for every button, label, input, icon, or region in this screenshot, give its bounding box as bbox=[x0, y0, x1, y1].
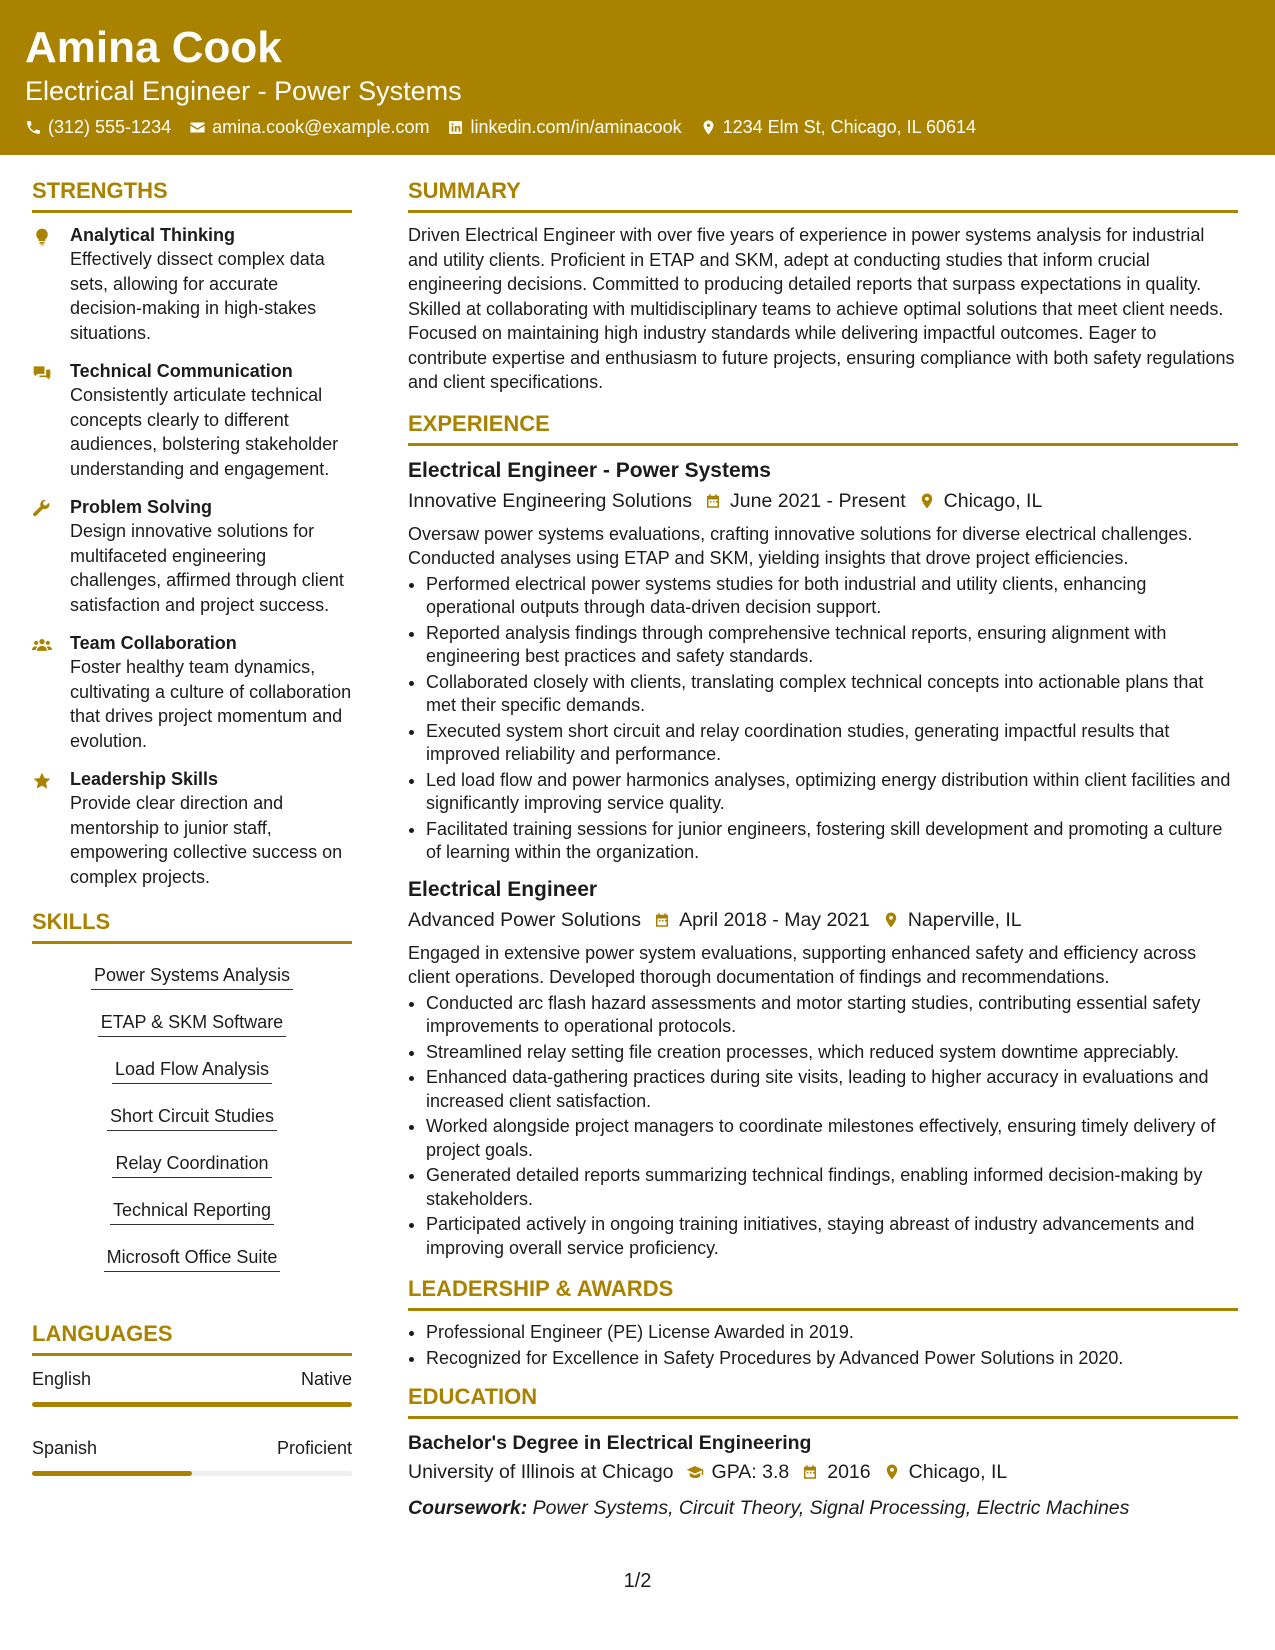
education-degree: Bachelor's Degree in Electrical Engineering bbox=[408, 1432, 812, 1454]
language-name: Spanish bbox=[32, 1438, 98, 1458]
map-pin-icon bbox=[883, 1463, 901, 1481]
strength-title: Team Collaboration bbox=[70, 633, 237, 653]
skill-tag: Short Circuit Studies bbox=[107, 1103, 277, 1131]
calendar-icon bbox=[801, 1463, 819, 1481]
job-bullets bbox=[408, 992, 1238, 1261]
strength-item bbox=[32, 223, 352, 345]
skill-tag: Technical Reporting bbox=[110, 1197, 274, 1225]
envelope-icon bbox=[189, 119, 206, 136]
awards-list bbox=[408, 1321, 1238, 1370]
page-number: 1/2 bbox=[623, 1570, 652, 1592]
language-item bbox=[32, 1435, 352, 1476]
linkedin-icon bbox=[447, 119, 464, 136]
job-company: Innovative Engineering Solutions bbox=[408, 489, 693, 512]
skills-list bbox=[32, 954, 352, 1283]
linkedin-text: linkedin.com/in/aminacook bbox=[470, 117, 682, 137]
language-name: English bbox=[32, 1369, 92, 1389]
job-bullet: • Collaborated closely with clients, translating complex technical concepts into actionable plans that met their specific demands. bbox=[426, 671, 1238, 718]
strength-description: Provide clear direction and mentorship to junior staff, empowering collective success on complex projects. bbox=[70, 793, 343, 887]
education-school: University of Illinois at Chicago bbox=[408, 1461, 674, 1483]
resume-header bbox=[0, 0, 1275, 155]
job-location: Chicago, IL bbox=[943, 489, 1043, 512]
education-year: 2016 bbox=[827, 1461, 871, 1483]
strength-description: Design innovative solutions for multifaceted engineering challenges, affirmed through client satisfaction and project success. bbox=[70, 521, 344, 615]
location-text: 1234 Elm St, Chicago, IL 60614 bbox=[722, 117, 977, 137]
contact-linkedin[interactable] bbox=[447, 114, 681, 140]
phone-text: (312) 555-1234 bbox=[48, 117, 172, 137]
summary-heading: SUMMARY bbox=[408, 176, 1238, 213]
skill-tag: Relay Coordination bbox=[112, 1150, 271, 1178]
coursework-list: Power Systems, Circuit Theory, Signal Processing, Electric Machines bbox=[532, 1497, 1130, 1519]
job-meta bbox=[408, 905, 1238, 935]
language-level: Native bbox=[300, 1369, 352, 1389]
coursework-label: Coursework: bbox=[408, 1497, 528, 1519]
language-proficiency-fill bbox=[32, 1471, 192, 1476]
chat-bubbles-icon bbox=[32, 363, 52, 383]
strength-title: Leadership Skills bbox=[70, 769, 219, 789]
strength-description: Effectively dissect complex data sets, allowing for accurate decision-making in high-stakes situations. bbox=[70, 249, 325, 343]
candidate-title: Electrical Engineer - Power Systems bbox=[25, 76, 462, 106]
strength-title: Analytical Thinking bbox=[70, 225, 236, 245]
strengths-heading: STRENGTHS bbox=[32, 176, 352, 213]
skills-heading: SKILLS bbox=[32, 907, 352, 944]
languages-heading: LANGUAGES bbox=[32, 1319, 352, 1356]
strength-item bbox=[32, 767, 352, 889]
job-bullet: • Generated detailed reports summarizing technical findings, enabling informed decision-making by stakeholders. bbox=[426, 1164, 1238, 1211]
contact-email[interactable] bbox=[189, 114, 429, 140]
job-entry bbox=[408, 456, 1238, 865]
education-gpa: GPA: 3.8 bbox=[711, 1461, 790, 1483]
strength-description: Foster healthy team dynamics, cultivating a culture of collaboration that drives project momentum and evolution. bbox=[70, 657, 352, 751]
job-bullet: • Executed system short circuit and relay coordination studies, generating impactful results that improved reliability and performance. bbox=[426, 720, 1238, 767]
contact-phone[interactable] bbox=[25, 114, 171, 140]
lightbulb-icon bbox=[32, 227, 52, 247]
job-role: Electrical Engineer bbox=[408, 877, 598, 901]
job-bullet: • Participated actively in ongoing training initiatives, staying abreast of industry advancements and improving overall service proficiency. bbox=[426, 1213, 1238, 1260]
strength-title: Problem Solving bbox=[70, 497, 213, 517]
strength-item bbox=[32, 631, 352, 753]
education-meta bbox=[408, 1457, 1238, 1487]
job-entry bbox=[408, 875, 1238, 1261]
job-role: Electrical Engineer - Power Systems bbox=[408, 458, 771, 482]
email-text: amina.cook@example.com bbox=[212, 117, 430, 137]
calendar-icon bbox=[653, 911, 671, 929]
language-proficiency-bar bbox=[32, 1402, 352, 1407]
education-location: Chicago, IL bbox=[908, 1461, 1008, 1483]
job-summary: Engaged in extensive power system evaluations, supporting enhanced safety and efficiency across client operations. Developed thorough documentation of findings and recommendations. bbox=[408, 942, 1197, 987]
users-icon bbox=[32, 635, 52, 655]
skill-tag: Microsoft Office Suite bbox=[104, 1244, 281, 1272]
job-bullet: • Performed electrical power systems studies for both industrial and utility clients, enhancing operational outputs through data-driven decision support. bbox=[426, 573, 1238, 620]
map-pin-icon bbox=[918, 492, 936, 510]
contact-location bbox=[700, 114, 977, 140]
contact-bar bbox=[25, 114, 976, 140]
right-column bbox=[408, 176, 1238, 1523]
star-icon bbox=[32, 771, 52, 791]
job-bullets bbox=[408, 573, 1238, 865]
job-summary: Oversaw power systems evaluations, crafting innovative solutions for diverse electrical challenges. Conducted analyses using ETAP and SKM, yielding insights that drove project efficiencies. bbox=[408, 523, 1193, 568]
map-pin-icon bbox=[882, 911, 900, 929]
job-company: Advanced Power Solutions bbox=[408, 908, 642, 931]
language-item bbox=[32, 1366, 352, 1407]
award-item: • Professional Engineer (PE) License Awarded in 2019. bbox=[426, 1321, 1238, 1345]
job-bullet: • Worked alongside project managers to coordinate milestones effectively, ensuring timely delivery of project goals. bbox=[426, 1115, 1238, 1162]
job-location: Naperville, IL bbox=[907, 908, 1022, 931]
job-bullet: • Streamlined relay setting file creation processes, which reduced system downtime appreciably. bbox=[426, 1041, 1238, 1065]
map-pin-icon bbox=[700, 119, 717, 136]
strength-title: Technical Communication bbox=[70, 361, 293, 381]
strength-item bbox=[32, 359, 352, 481]
job-bullet: • Conducted arc flash hazard assessments and motor starting studies, contributing essential safety improvements to operational protocols. bbox=[426, 992, 1238, 1039]
job-bullet: • Enhanced data-gathering practices during site visits, leading to higher accuracy in evaluations and increased client satisfaction. bbox=[426, 1066, 1238, 1113]
strength-item bbox=[32, 495, 352, 617]
summary-text: Driven Electrical Engineer with over five years of experience in power systems analysis for industrial and utility clients. Proficient in ETAP and SKM, adept at conducting studies that inform crucial engineering decisions. Committed to producing detailed reports that surpass expectations in quality. Skilled at collaborating with multidisciplinary teams to achieve optimal solutions that meet client needs. Focused on maintaining high industry standards while delivering impactful outcomes. Eager to contribute expertise and enthusiasm to future projects, ensuring compliance with both safety regulations and client specifications. bbox=[408, 225, 1235, 392]
experience-heading: EXPERIENCE bbox=[408, 409, 1238, 446]
skill-tag: ETAP & SKM Software bbox=[98, 1009, 286, 1037]
language-proficiency-fill bbox=[32, 1402, 352, 1407]
left-column bbox=[32, 176, 352, 1504]
job-bullet: • Reported analysis findings through comprehensive technical reports, ensuring alignment with engineering best practices and safety standards. bbox=[426, 622, 1238, 669]
job-dates: June 2021 - Present bbox=[730, 489, 906, 512]
job-bullet: • Facilitated training sessions for junior engineers, fostering skill development and promoting a culture of learning within the organization. bbox=[426, 818, 1238, 865]
language-level: Proficient bbox=[276, 1438, 352, 1458]
awards-heading: LEADERSHIP & AWARDS bbox=[408, 1274, 1238, 1311]
strength-description: Consistently articulate technical concepts clearly to different audiences, bolstering stakeholder understanding and engagement. bbox=[70, 385, 339, 479]
job-dates: April 2018 - May 2021 bbox=[679, 908, 870, 931]
job-meta bbox=[408, 486, 1238, 516]
education-coursework bbox=[408, 1493, 1238, 1523]
award-item: • Recognized for Excellence in Safety Procedures by Advanced Power Solutions in 2020. bbox=[426, 1347, 1238, 1371]
job-bullet: • Led load flow and power harmonics analyses, optimizing energy distribution within client facilities and significantly improving service quality. bbox=[426, 769, 1238, 816]
phone-icon bbox=[25, 119, 42, 136]
candidate-name: Amina Cook bbox=[25, 23, 282, 72]
language-proficiency-bar bbox=[32, 1471, 352, 1476]
wrench-icon bbox=[32, 499, 52, 519]
skill-tag: Load Flow Analysis bbox=[112, 1056, 272, 1084]
education-heading: EDUCATION bbox=[408, 1382, 1238, 1419]
calendar-icon bbox=[704, 492, 722, 510]
skill-tag: Power Systems Analysis bbox=[91, 962, 293, 990]
graduation-cap-icon bbox=[686, 1463, 704, 1481]
